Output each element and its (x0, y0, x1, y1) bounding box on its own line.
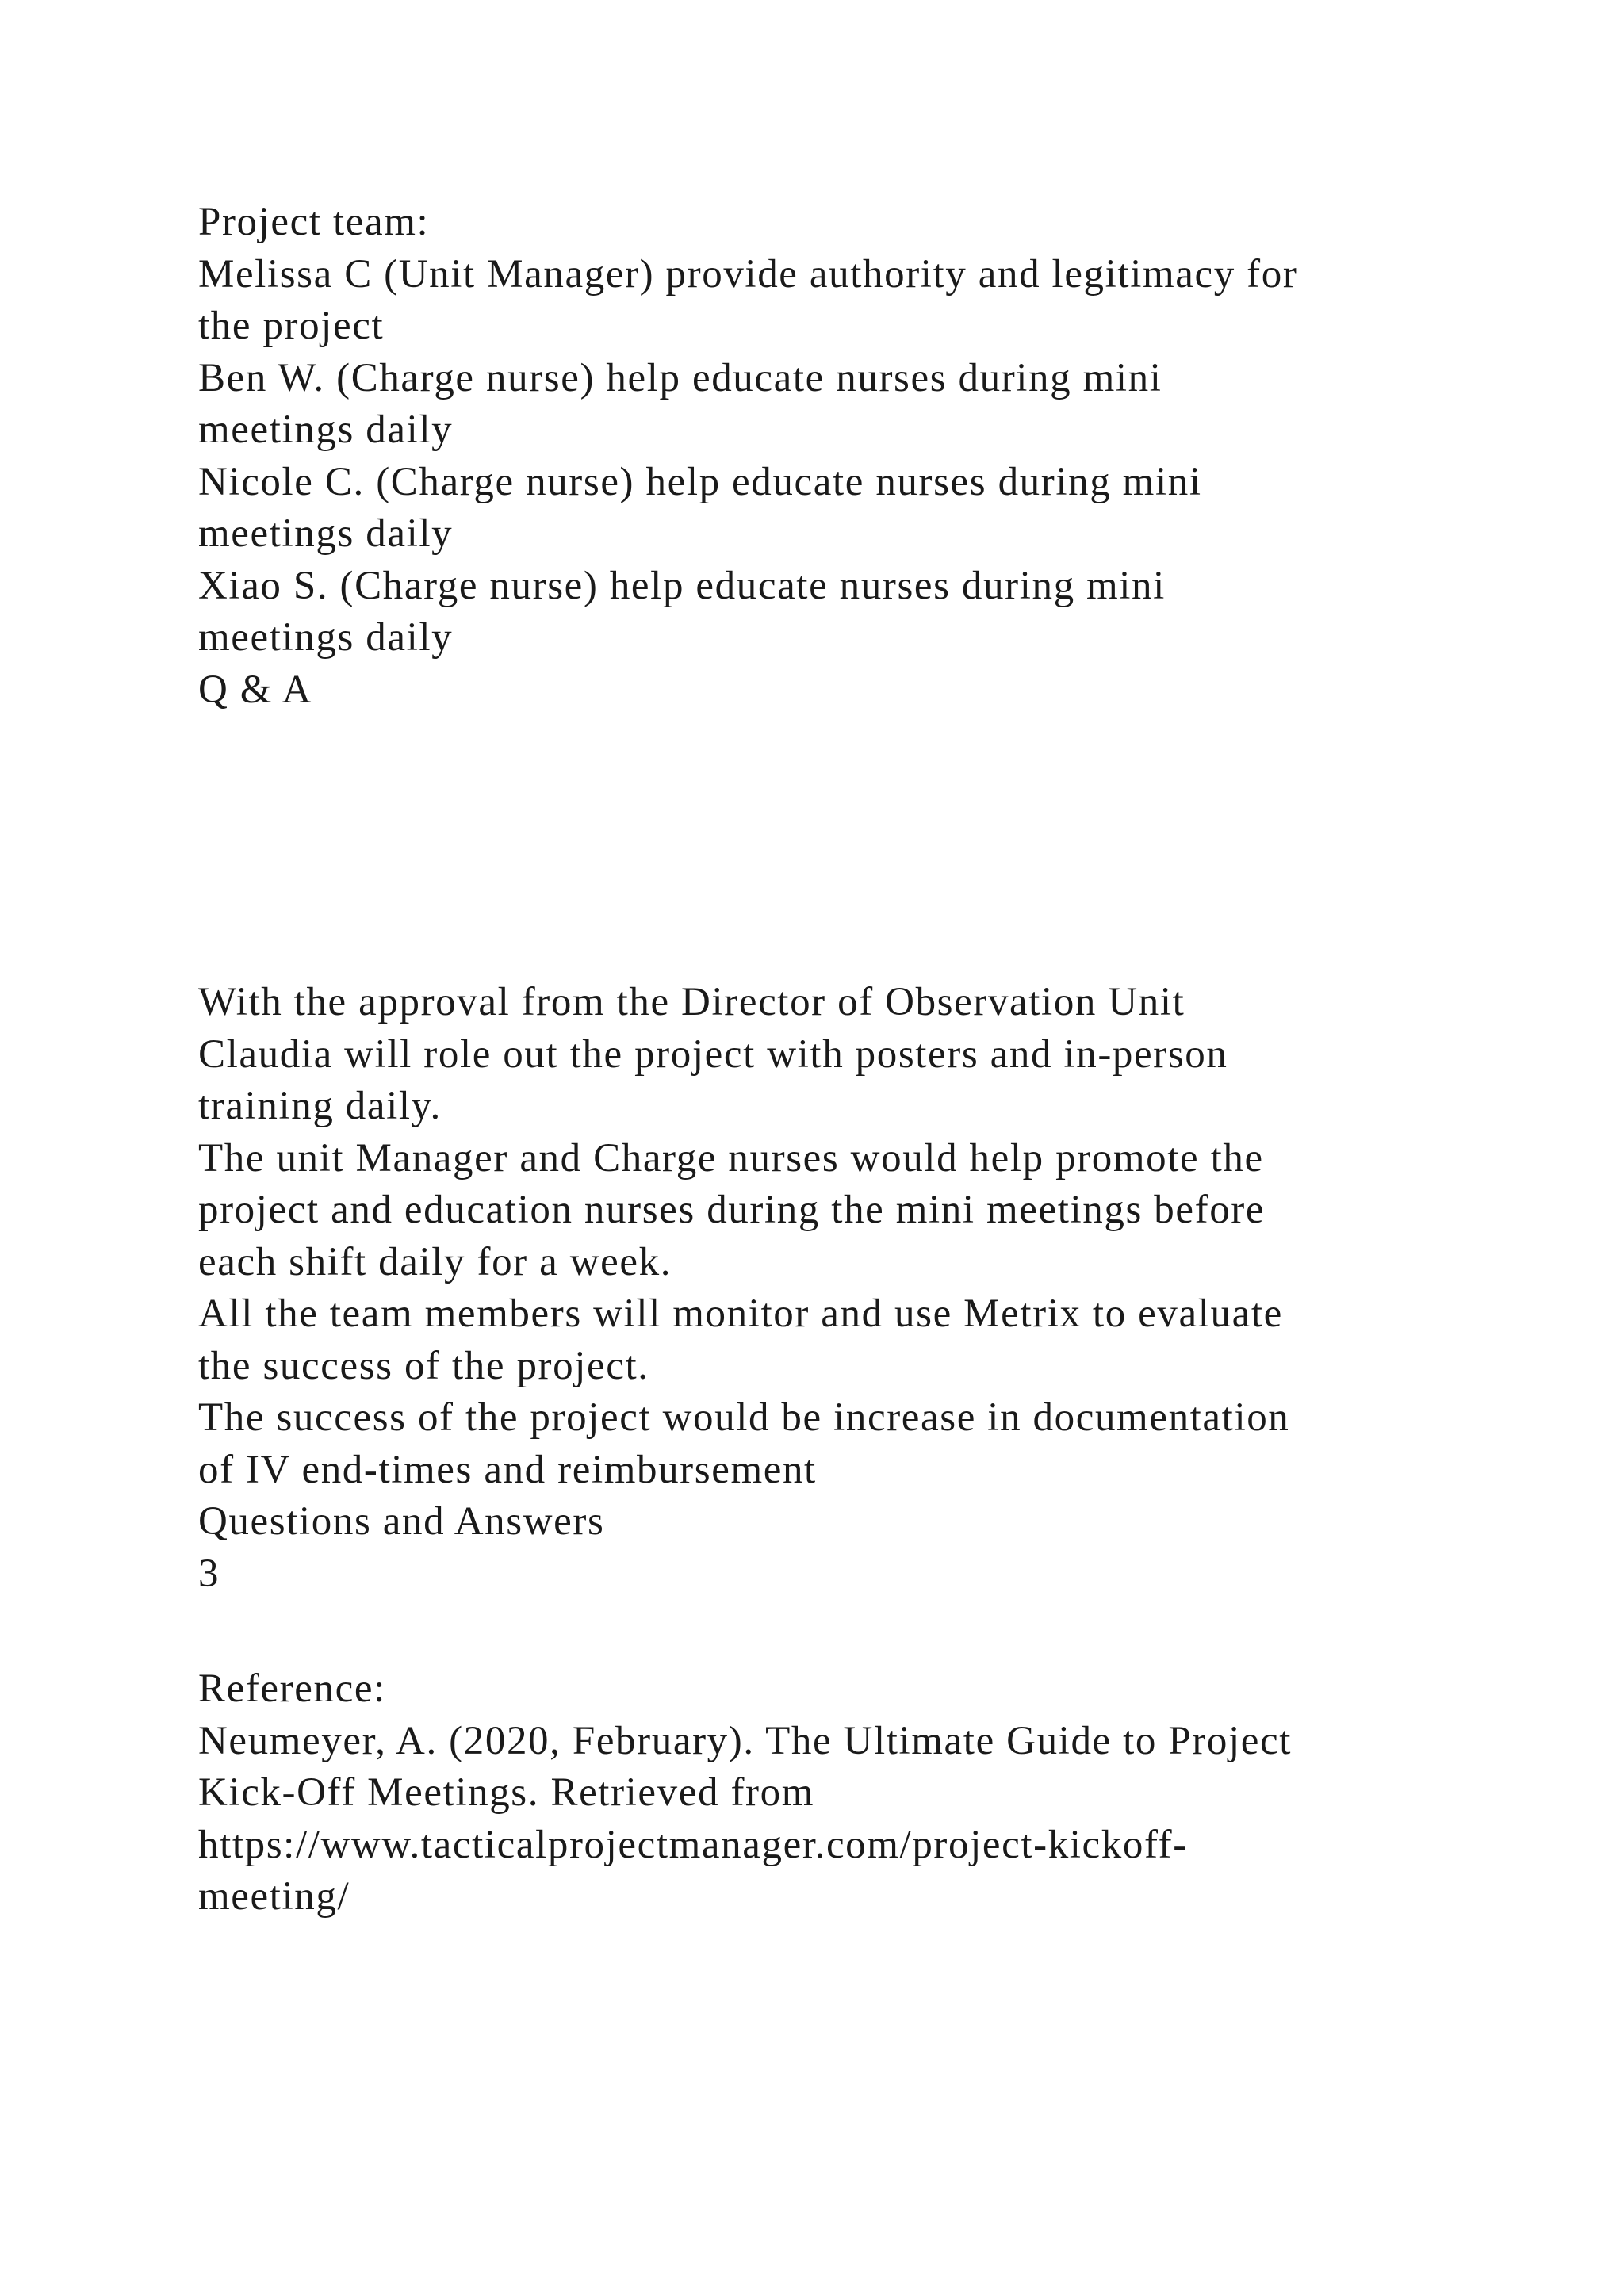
plan-line: of IV end-times and reimbursement (198, 1447, 817, 1492)
reference-citation-line: Neumeyer, A. (2020, February). The Ultimate Guide to Project (198, 1718, 1293, 1763)
qa-label: Q & A (198, 667, 313, 712)
plan-line: The success of the project would be increase in documentation (198, 1395, 1290, 1440)
plan-line: Claudia will role out the project with posters and in-person (198, 1031, 1228, 1077)
questions-answers-label: Questions and Answers (198, 1499, 605, 1544)
reference-heading: Reference: (198, 1667, 386, 1711)
plan-line: The unit Manager and Charge nurses would help promote the (198, 1135, 1264, 1181)
plan-line: With the approval from the Director of Observation Unit (198, 980, 1185, 1024)
reference-url-line: meeting/ (198, 1874, 350, 1919)
plan-line: training daily. (198, 1084, 442, 1128)
reference-section (198, 1663, 1435, 1923)
project-team-section (198, 197, 1435, 716)
team-member-line: the project (198, 304, 385, 348)
team-member-line: Xiao S. (Charge nurse) help educate nurses during mini (198, 563, 1166, 608)
rollout-plan-section (198, 977, 1435, 1600)
reference-citation-line: Kick-Off Meetings. Retrieved from (198, 1770, 814, 1815)
team-member-line: Nicole C. (Charge nurse) help educate nurses during mini (198, 459, 1202, 504)
team-member-line: meetings daily (198, 511, 454, 556)
plan-line: project and education nurses during the mini meetings before (198, 1188, 1266, 1232)
page-number: 3 (198, 1551, 220, 1596)
team-member-line: Melissa C (Unit Manager) provide authority and legitimacy for (198, 251, 1298, 297)
team-member-line: Ben W. (Charge nurse) help educate nurses during mini (198, 355, 1162, 400)
plan-line: All the team members will monitor and use Metrix to evaluate (198, 1292, 1283, 1336)
reference-url-line: https://www.tacticalprojectmanager.com/project-kickoff- (198, 1822, 1188, 1867)
team-heading: Project team: (198, 200, 430, 244)
team-member-line: meetings daily (198, 408, 454, 452)
team-member-line: meetings daily (198, 615, 454, 660)
plan-line: the success of the project. (198, 1343, 649, 1388)
plan-line: each shift daily for a week. (198, 1239, 672, 1284)
